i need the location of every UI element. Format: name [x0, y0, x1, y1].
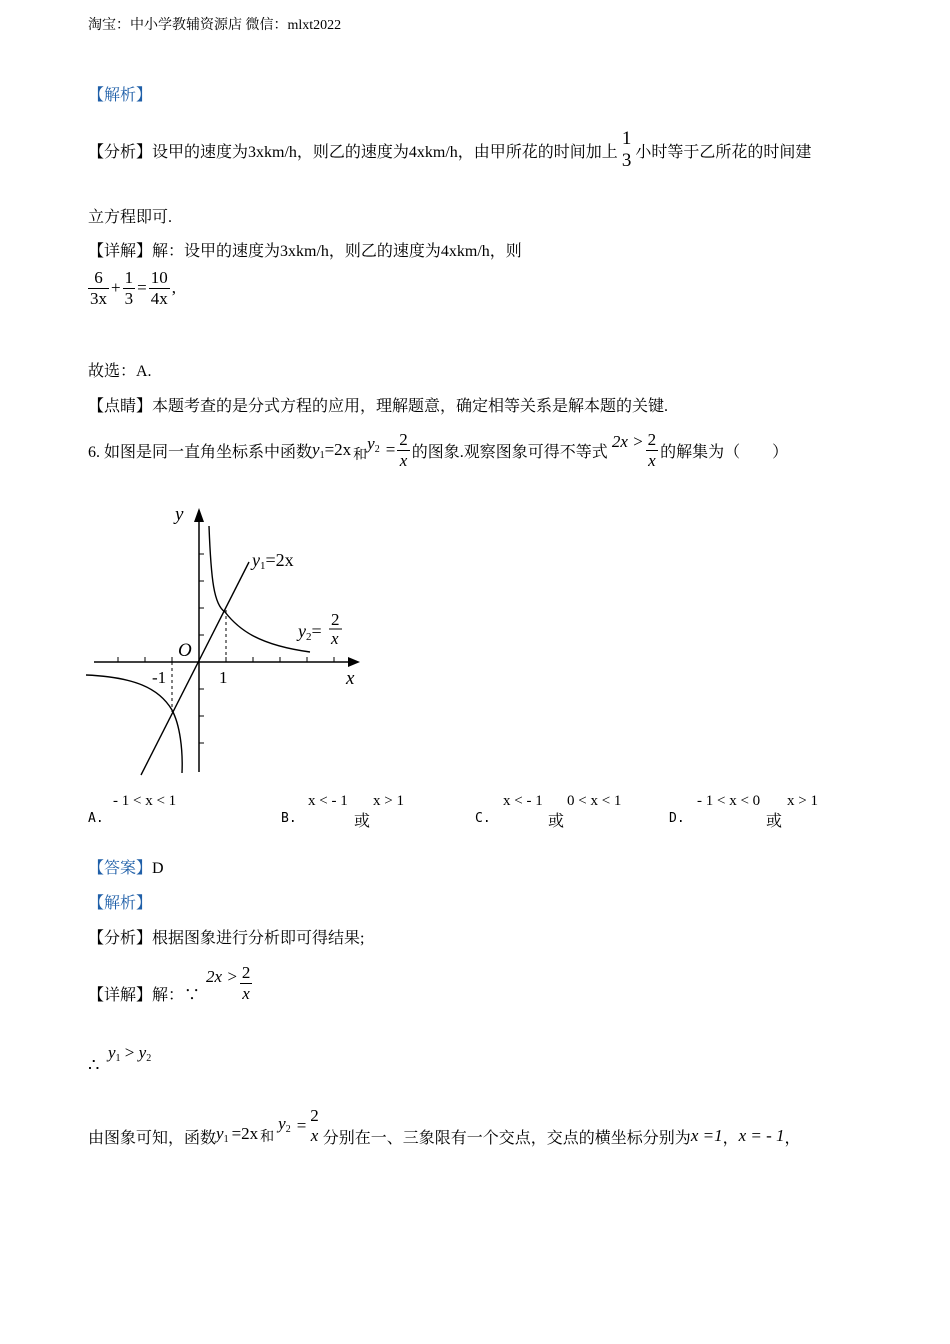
therefore-y2: y — [138, 1043, 147, 1062]
because-num: 2 — [241, 962, 251, 982]
last-x2: x = - 1 — [738, 1126, 785, 1145]
curve-label-num: 2 — [331, 610, 340, 629]
hyperbola-branch-q3 — [86, 675, 182, 773]
curve-label — [296, 621, 322, 643]
eq-frac-1-num: 6 — [94, 268, 103, 287]
dianjing-label: 【点睛】 — [88, 398, 153, 415]
option-d[interactable] — [669, 793, 869, 833]
xiangjie-text-2: 解：∵ — [152, 986, 201, 1004]
q6-y2 — [367, 434, 380, 455]
q6-text-c: 的解集为（ ） — [660, 443, 789, 461]
last-y2 — [278, 1114, 291, 1135]
option-b-expr2: x > 1 — [373, 793, 404, 809]
last-eq1: =2x — [231, 1124, 259, 1143]
option-c-letter: C. — [475, 811, 491, 826]
xiangjie-label-2: 【详解】 — [88, 986, 153, 1004]
function-graph — [84, 500, 374, 785]
last-eq2: = — [296, 1116, 307, 1135]
q6-frac — [397, 430, 410, 470]
fenxi-text-c: 立方程即可. — [88, 209, 173, 226]
option-d-expr: - 1 < x < 0 — [697, 793, 761, 809]
hyperbola-branch-q1 — [209, 526, 310, 652]
therefore-symbol: ∴ — [88, 1055, 100, 1075]
q6-ineq-den: x — [646, 450, 659, 471]
option-d-or: 或 — [766, 813, 783, 830]
jiexi-label-2: 【解析】 — [88, 895, 153, 912]
origin-label: O — [178, 640, 192, 661]
eq-frac-2-num: 1 — [124, 268, 134, 287]
tick-label-neg1: -1 — [152, 668, 167, 687]
therefore-sub2: 2 — [146, 1053, 152, 1064]
x-axis-label: x — [346, 668, 355, 689]
last-x1: x =1 — [690, 1126, 723, 1145]
q6-y2-sub: 2 — [374, 443, 380, 455]
option-b-expr: x < - 1 — [308, 793, 348, 809]
q6-eq2: = — [385, 440, 396, 459]
q6-he: 和 — [353, 448, 368, 463]
last-he: 和 — [260, 1130, 275, 1145]
y-axis-arrow — [194, 508, 204, 522]
q6-text-a: 6. 如图是同一直角坐标系中函数 — [88, 443, 313, 461]
page-header: 淘宝：中小学教辅资源店 微信：mlxt2022 — [88, 18, 342, 33]
eq-frac-2-den: 3 — [124, 288, 134, 308]
xiangjie-line-2 — [88, 955, 254, 1011]
option-c[interactable] — [475, 793, 665, 833]
q6-y1 — [312, 440, 325, 461]
last-y2-var: y — [278, 1113, 286, 1133]
daan-line — [88, 855, 164, 878]
dianjing-line — [88, 393, 668, 416]
fenxi-label: 【分析】 — [88, 143, 153, 161]
last-y2-sub: 2 — [285, 1123, 291, 1135]
because-frac — [240, 963, 253, 1003]
therefore-gt: > — [124, 1043, 135, 1062]
xiangjie-label: 【详解】 — [88, 243, 153, 260]
last-a: 由图象可知，函数 — [88, 1129, 217, 1147]
q6-y1-sub: 1 — [319, 449, 325, 461]
q6-text-b: 的图象.观察图象可得不等式 — [411, 443, 608, 461]
curve-label-eq: = — [311, 621, 322, 641]
dianjing-text: 本题考查的是分式方程的应用，理解题意，确定相等关系是解本题的关键. — [152, 398, 669, 415]
daan-value: D — [152, 860, 164, 877]
equation — [86, 268, 176, 308]
fenxi-line-2 — [88, 925, 364, 948]
q6-frac-num: 2 — [399, 429, 408, 449]
x-axis-arrow — [348, 657, 360, 667]
q6-y1-var: y — [312, 439, 320, 459]
fraction-one-third — [620, 128, 634, 172]
last-y1-sub: 1 — [223, 1133, 229, 1145]
last-comma: ， — [722, 1129, 739, 1147]
eq-frac-1 — [88, 268, 109, 308]
therefore-y1: y — [108, 1043, 116, 1062]
fenxi-text-b: 小时等于乙所花的时间建 — [635, 143, 812, 161]
fenxi-label-2: 【分析】 — [88, 930, 153, 947]
q6-ineq-left: 2x > — [611, 432, 644, 451]
therefore-sub1: 1 — [115, 1053, 121, 1064]
xiangjie-text: 解：设甲的速度为3xkm/h，则乙的速度为4xkm/h，则 — [152, 243, 522, 260]
last-end: ， — [784, 1129, 801, 1147]
conclusion-line — [88, 1098, 801, 1154]
curve-label-sub: 2 — [306, 631, 312, 643]
line-label — [250, 550, 294, 572]
eq-frac-3-num: 10 — [150, 268, 168, 287]
option-b-letter: B. — [281, 811, 297, 826]
line-label-y: y — [252, 550, 260, 570]
fenxi-text-2: 根据图象进行分析即可得结果; — [152, 930, 365, 947]
eq-plus: + — [111, 278, 121, 298]
option-a[interactable] — [88, 793, 278, 833]
last-y1-var: y — [216, 1123, 224, 1143]
last-den: x — [310, 1126, 319, 1145]
y-axis-label: y — [175, 504, 184, 525]
curve-label-y: y — [298, 621, 306, 641]
q6-ineq-frac — [646, 430, 659, 470]
last-num: 2 — [310, 1106, 319, 1126]
question-6 — [88, 422, 788, 478]
fenxi-text-a: 设甲的速度为3xkm/h，则乙的速度为4xkm/h，由甲所花的时间加上 — [152, 143, 618, 161]
eq-frac-2 — [123, 268, 136, 308]
option-b[interactable] — [281, 793, 471, 833]
option-a-expr: - 1 < x < 1 — [113, 793, 177, 809]
last-frac — [308, 1106, 321, 1145]
option-b-or: 或 — [354, 813, 371, 830]
eq-equals: = — [137, 278, 147, 298]
because-left: 2x > — [206, 967, 238, 986]
eq-tail: , — [171, 278, 176, 298]
option-c-expr2: 0 < x < 1 — [567, 793, 622, 809]
because-den: x — [240, 983, 253, 1004]
line-label-sub: 1 — [260, 560, 266, 572]
option-c-or: 或 — [548, 813, 565, 830]
daan-label: 【答案】 — [88, 860, 153, 877]
q6-ineq-num: 2 — [647, 429, 657, 449]
eq-frac-3-den: 4x — [150, 288, 168, 308]
last-y1 — [216, 1124, 229, 1145]
fenxi-line-1 — [88, 115, 811, 185]
tick-label-1: 1 — [219, 668, 228, 687]
q6-eq-2x: =2x — [324, 440, 352, 459]
option-d-letter: D. — [669, 811, 685, 826]
therefore-expr — [108, 1043, 151, 1064]
curve-label-den: x — [331, 629, 339, 648]
xiangjie-line-1 — [88, 238, 522, 261]
eq-frac-3 — [149, 268, 170, 308]
frac-den: 3 — [621, 150, 632, 171]
guxuan: 故选：A. — [88, 363, 152, 380]
option-a-letter: A. — [88, 811, 104, 826]
option-c-expr: x < - 1 — [503, 793, 543, 809]
eq-frac-1-den: 3x — [90, 288, 107, 308]
q6-y2-var: y — [367, 433, 375, 453]
jiexi-label-1: 【解析】 — [88, 87, 153, 104]
line-label-eq: =2x — [265, 550, 294, 570]
frac-num: 1 — [621, 128, 632, 150]
option-d-expr2: x > 1 — [787, 793, 818, 809]
q6-frac-den: x — [397, 450, 410, 471]
last-b: 分别在一、三象限有一个交点，交点的横坐标分别为 — [322, 1129, 691, 1147]
